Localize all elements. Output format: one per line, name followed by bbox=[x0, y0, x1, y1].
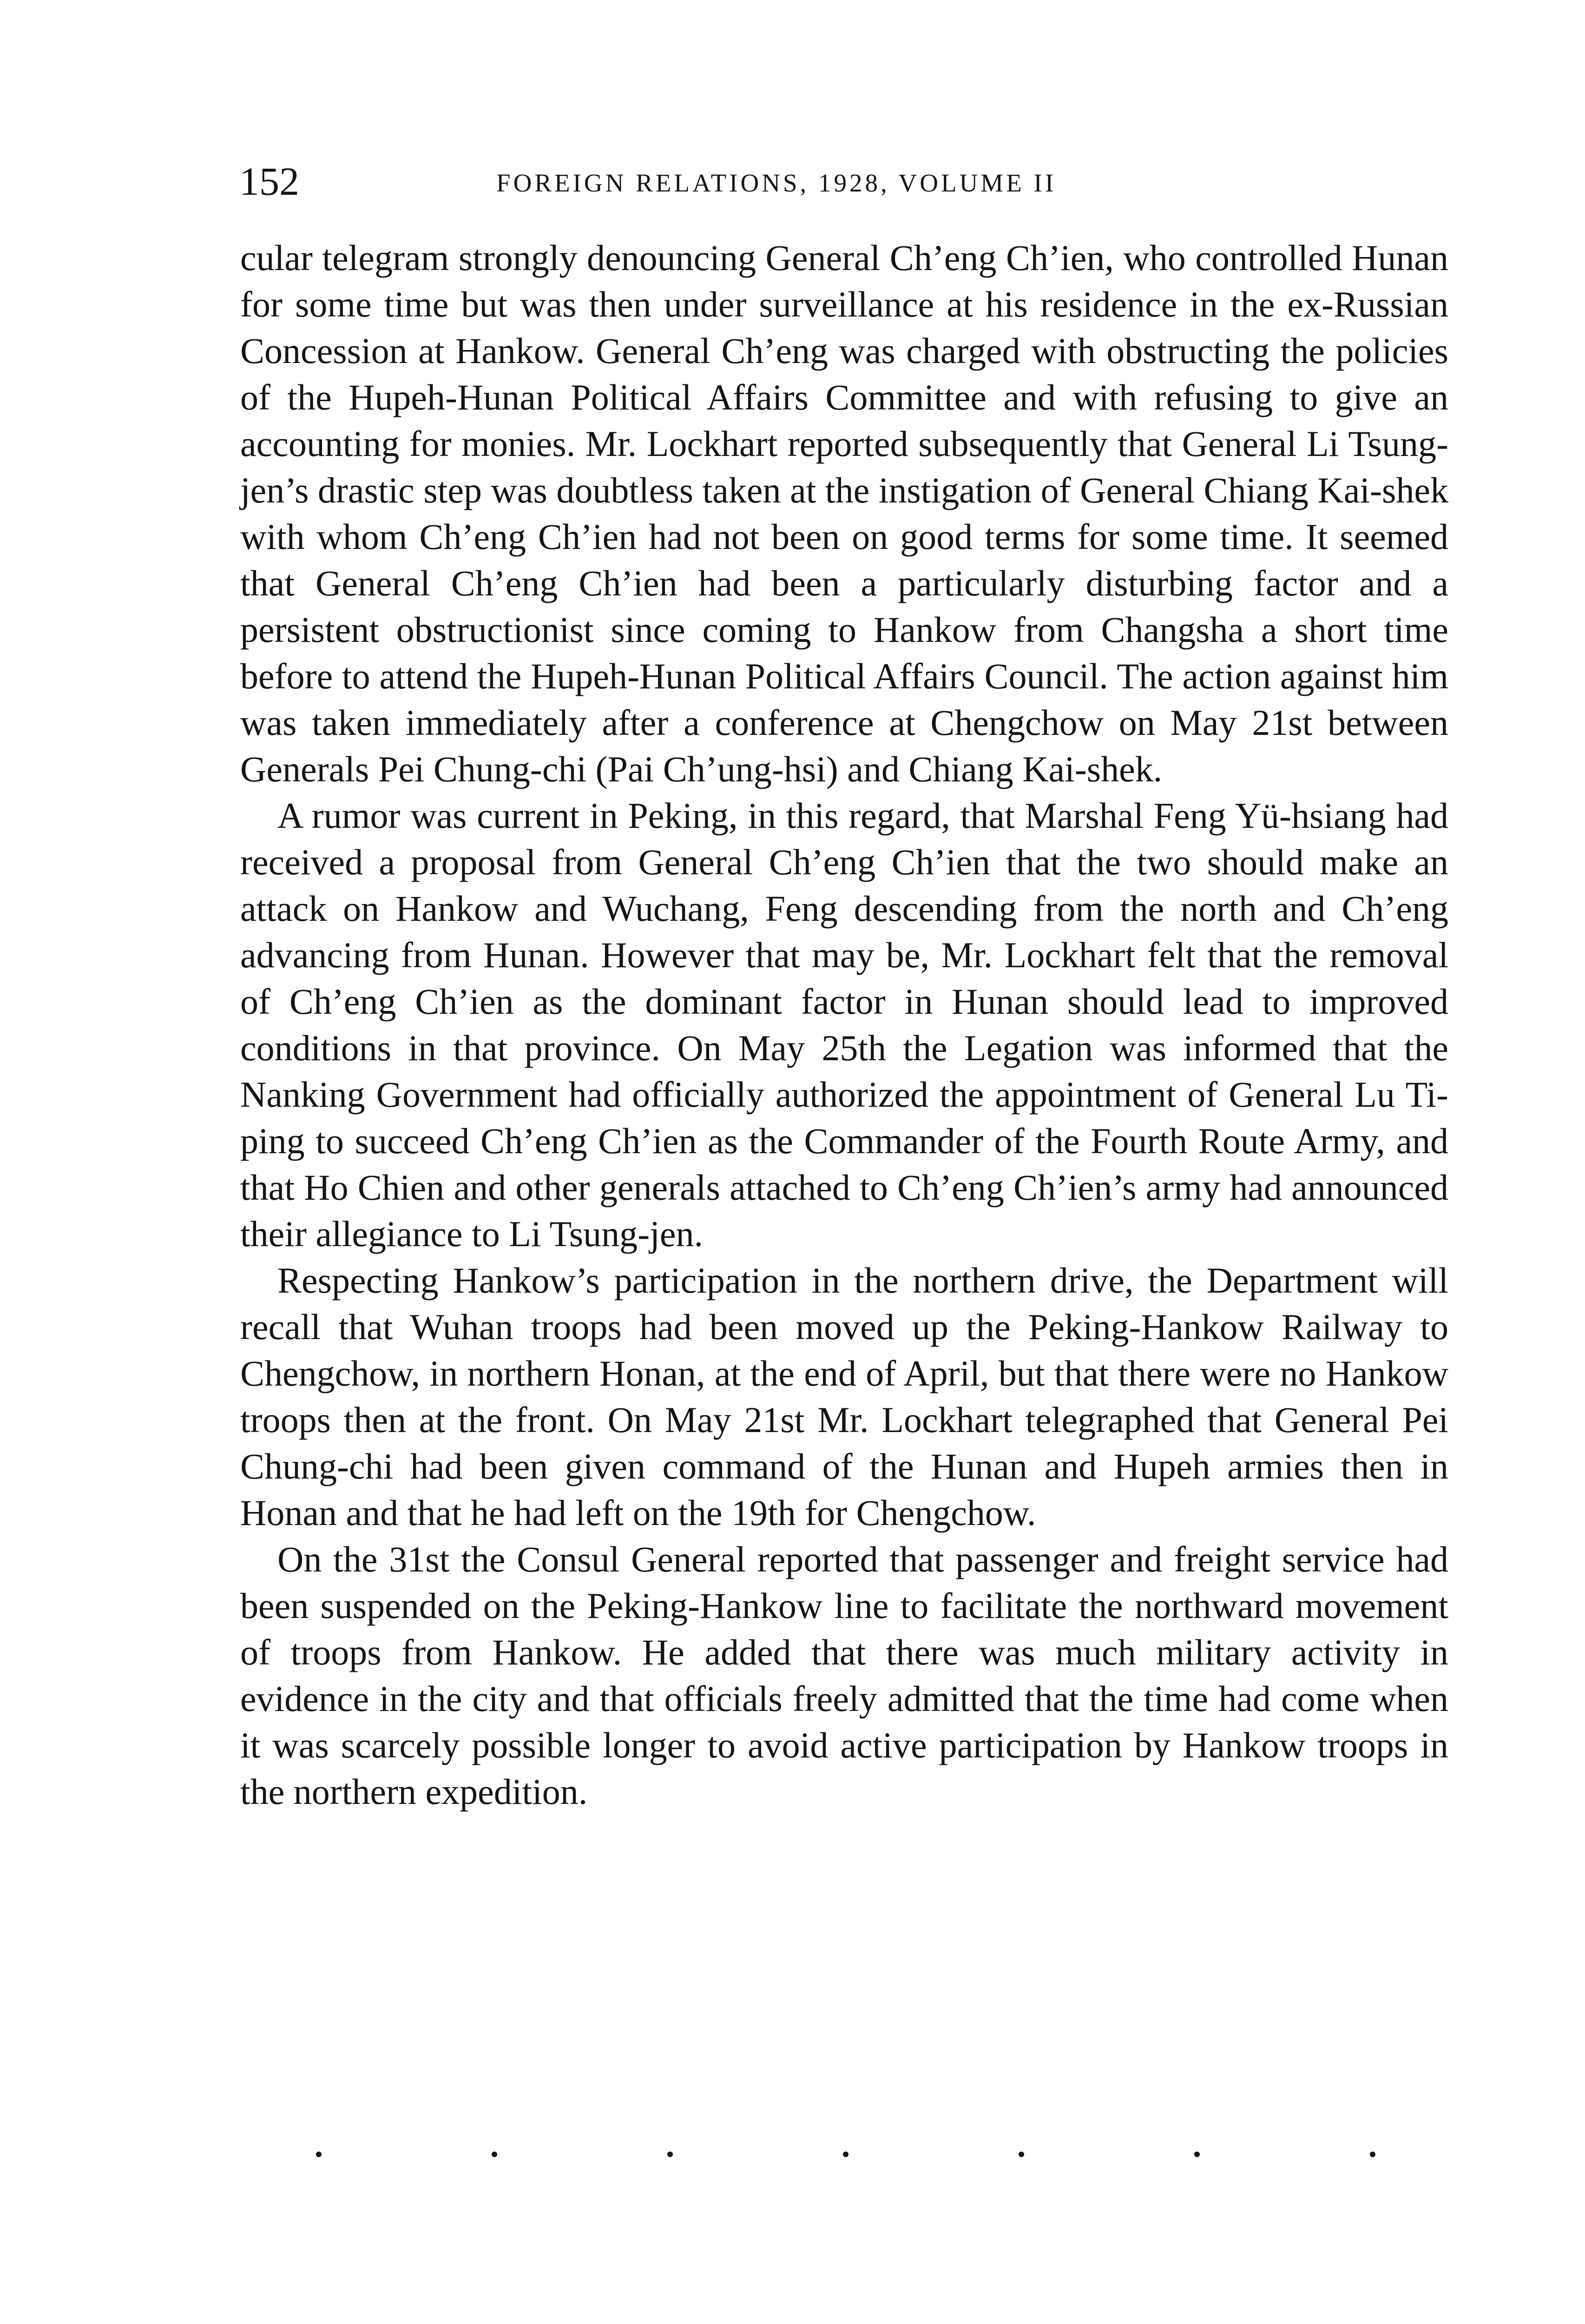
running-head-title: FOREIGN RELATIONS, 1928, VOLUME II bbox=[496, 169, 1057, 197]
ellipsis-dot bbox=[316, 2152, 322, 2157]
omission-ellipsis bbox=[316, 2145, 1375, 2164]
ellipsis-dot bbox=[1194, 2152, 1200, 2157]
ellipsis-dot bbox=[1370, 2152, 1375, 2157]
paragraph-3: Respecting Hankow’s participation in the northern drive, the Department will recall that Wuhan troops had been moved up the Peking-Hankow Railway to Chengchow, in northern Honan, at the end of April, but that there were no Hankow troops then at the front. On May 21st Mr. Lockhart telegraphed that General Pei Chung-chi had been given command of the Hunan and Hupeh armies then in Honan and that he had left on the 19th for Chengchow. bbox=[240, 1260, 1448, 1533]
ellipsis-dot bbox=[492, 2152, 497, 2157]
page-number: 152 bbox=[239, 159, 299, 204]
paragraph-1: cular telegram strongly denouncing General Ch’eng Ch’ien, who controlled Hunan for some time but was then under surveillance at his residence in the ex-Russian Concession at Hankow. General Ch’eng was charged with obstructing the policies of the Hupeh-Hunan Political Affairs Committee and with refusing to give an accounting for monies. Mr. Lockhart reported subsequently that General Li Tsung-jen’s drastic step was doubtless taken at the instigation of General Chiang Kai-shek with whom Ch’eng Ch’ien had not been on good terms for some time. It seemed that General Ch’eng Ch’ien had been a particularly disturbing factor and a persistent obstructionist since coming to Hankow from Changsha a short time before to attend the Hupeh-Hunan Political Affairs Council. The action against him was taken immediately after a conference at Chengchow on May 21st between Generals Pei Chung-chi (Pai Ch’ung-hsi) and Chiang Kai-shek. bbox=[240, 238, 1448, 789]
ellipsis-dot bbox=[1019, 2152, 1024, 2157]
body-text bbox=[240, 235, 1448, 1815]
paragraph-2: A rumor was current in Peking, in this regard, that Marshal Feng Yü-hsiang had received a proposal from General Ch’eng Ch’ien that the two should make an attack on Hankow and Wuchang, Feng descending from the north and Ch’eng advancing from Hunan. However that may be, Mr. Lockhart felt that the removal of Ch’eng Ch’ien as the dominant factor in Hunan should lead to improved conditions in that province. On May 25th the Legation was informed that the Nanking Government had officially authorized the appointment of General Lu Ti-ping to succeed Ch’eng Ch’ien as the Commander of the Fourth Route Army, and that Ho Chien and other generals attached to Ch’eng Ch’ien’s army had announced their allegiance to Li Tsung-jen. bbox=[240, 795, 1448, 1254]
running-head bbox=[239, 158, 1447, 209]
ellipsis-dot bbox=[667, 2152, 673, 2157]
ellipsis-dot bbox=[843, 2152, 848, 2157]
paragraph-4: On the 31st the Consul General reported that passenger and freight service had been suspended on the Peking-Hankow line to facilitate the northward movement of troops from Hankow. He added that there was much military activity in evidence in the city and that officials freely admitted that the time had come when it was scarcely possible longer to avoid active participation by Hankow troops in the northern expedition. bbox=[240, 1539, 1448, 1812]
